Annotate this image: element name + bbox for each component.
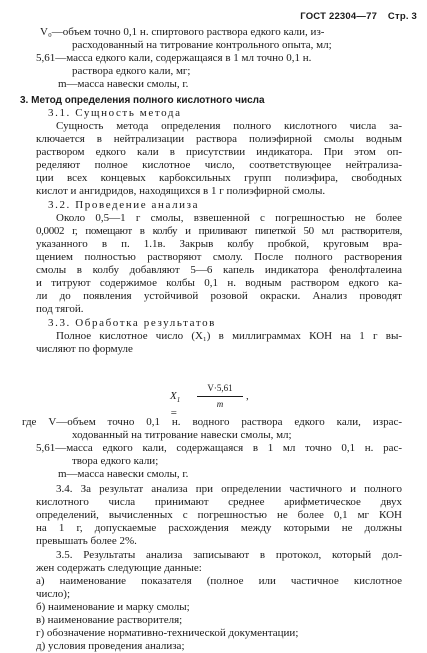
text-line: 3.5. Результаты анализа записывают в протокол, который дол-: [56, 549, 402, 561]
text-line: жен содержать следующие данные:: [36, 562, 202, 574]
text-line: Полное кислотное число (X₁) в миллиграммах КОН на 1 г вы-: [56, 330, 402, 342]
formula-denominator: m: [216, 399, 224, 409]
formula-numerator: V·5,61: [207, 383, 233, 393]
text-line: ходованный на титрование навески смолы, мл;: [72, 429, 292, 441]
text-line: 5,61—масса едкого кали, содержащаяся в 1 мл точно 0,1 н.: [36, 52, 312, 64]
text-line: раствором едкого кали в присутствии индикатора. При этом оп-: [36, 146, 402, 158]
text-line: смолы в колбу добавляют 5—6 капель индикатора фенолфталеина: [36, 264, 402, 276]
text-line: ределяют полное кислотное число, соответствующее нейтрализа-: [36, 159, 402, 171]
text-line: раствора едкого кали, мг;: [72, 65, 191, 77]
text-line: превышать более 2%.: [36, 535, 137, 547]
text-line: ции всех концевых карбоксильных групп полиэфира, свободных: [36, 172, 402, 184]
text-line: определений, вычисленных с погрешностью не более 0,1 мг КОН: [36, 509, 402, 521]
text-line: V₀—объем точно 0,1 н. спиртового раствора едкого кали, из-: [40, 26, 325, 38]
list-item: а) наименование показателя (полное или частичное кислотное: [36, 575, 402, 587]
text-line: m—масса навески смолы, г.: [58, 468, 189, 480]
text-line: числяют по формуле: [36, 343, 133, 355]
text-line: кислотного числа принимают среднее арифметическое двух: [36, 496, 402, 508]
formula-lhs: $X_1$ =: [170, 390, 181, 420]
text-line: кислот и ангидридов, находящихся в 1 г полиэфирной смолы.: [36, 185, 326, 197]
subsection-heading: 3.3. Обработка результатов: [48, 317, 216, 329]
list-item: б) наименование и марку смолы;: [36, 601, 190, 613]
fraction-bar: [197, 396, 243, 397]
text-line: твора едкого кали;: [72, 455, 159, 467]
text-line: расходованный на титрование контрольного опыта, мл;: [72, 39, 332, 51]
text-line: где V—объем точно 0,1 н. водного раствора едкого кали, израс-: [22, 416, 402, 428]
page-number: Стр. 3: [387, 11, 417, 22]
standard-number: ГОСТ 22304—77: [300, 11, 378, 22]
subsection-heading: 3.2. Проведение анализа: [48, 199, 200, 211]
text-line: Около 0,5—1 г смолы, взвешенной с погрешностью не более: [56, 212, 402, 224]
text-line: щением полностью растворяют смолу. После полного растворения: [36, 251, 402, 263]
text-line: Сущность метода определения полного кислотного числа за-: [56, 120, 402, 132]
text-line: ли до появления устойчивой розовой окраски. Анализ проводят: [36, 290, 402, 302]
list-item: д) условия проведения анализа;: [36, 640, 185, 652]
text-line: ключается в нейтрализации раствора полиэфирной смолы водным: [36, 133, 402, 145]
page-header: [292, 10, 417, 23]
list-item: в) наименование растворителя;: [36, 614, 183, 626]
text-line: и титруют содержимое колбы 0,1 н. водным раствором едкого ка-: [36, 277, 402, 289]
formula-comma: ,: [246, 390, 249, 402]
text-line: 5,61—масса едкого кали, содержащаяся в 1 мл точно 0,1 н. рас-: [36, 442, 402, 454]
text-line: 3.4. За результат анализа при определении частичного и полного: [56, 483, 402, 495]
text-line: указанного в п. 1.1в. Закрыв колбу пробкой, круговым вра-: [36, 238, 402, 250]
text-line: m—масса навески смолы, г.: [58, 78, 189, 90]
text-line: на 1 г, допускаемые расхождения между которыми не должны: [36, 522, 402, 534]
subsection-heading: 3.1. Сущность метода: [48, 107, 182, 119]
section-heading: 3. Метод определения полного кислотного числа: [20, 95, 265, 106]
text-line: число);: [36, 588, 71, 600]
text-line: 0,0002 г, помещают в колбу и приливают пипеткой 50 мл растворителя,: [36, 225, 402, 237]
text-line: под тягой.: [36, 303, 84, 315]
formula-fraction: [195, 382, 245, 411]
list-item: г) обозначение нормативно-технической документации;: [36, 627, 299, 639]
